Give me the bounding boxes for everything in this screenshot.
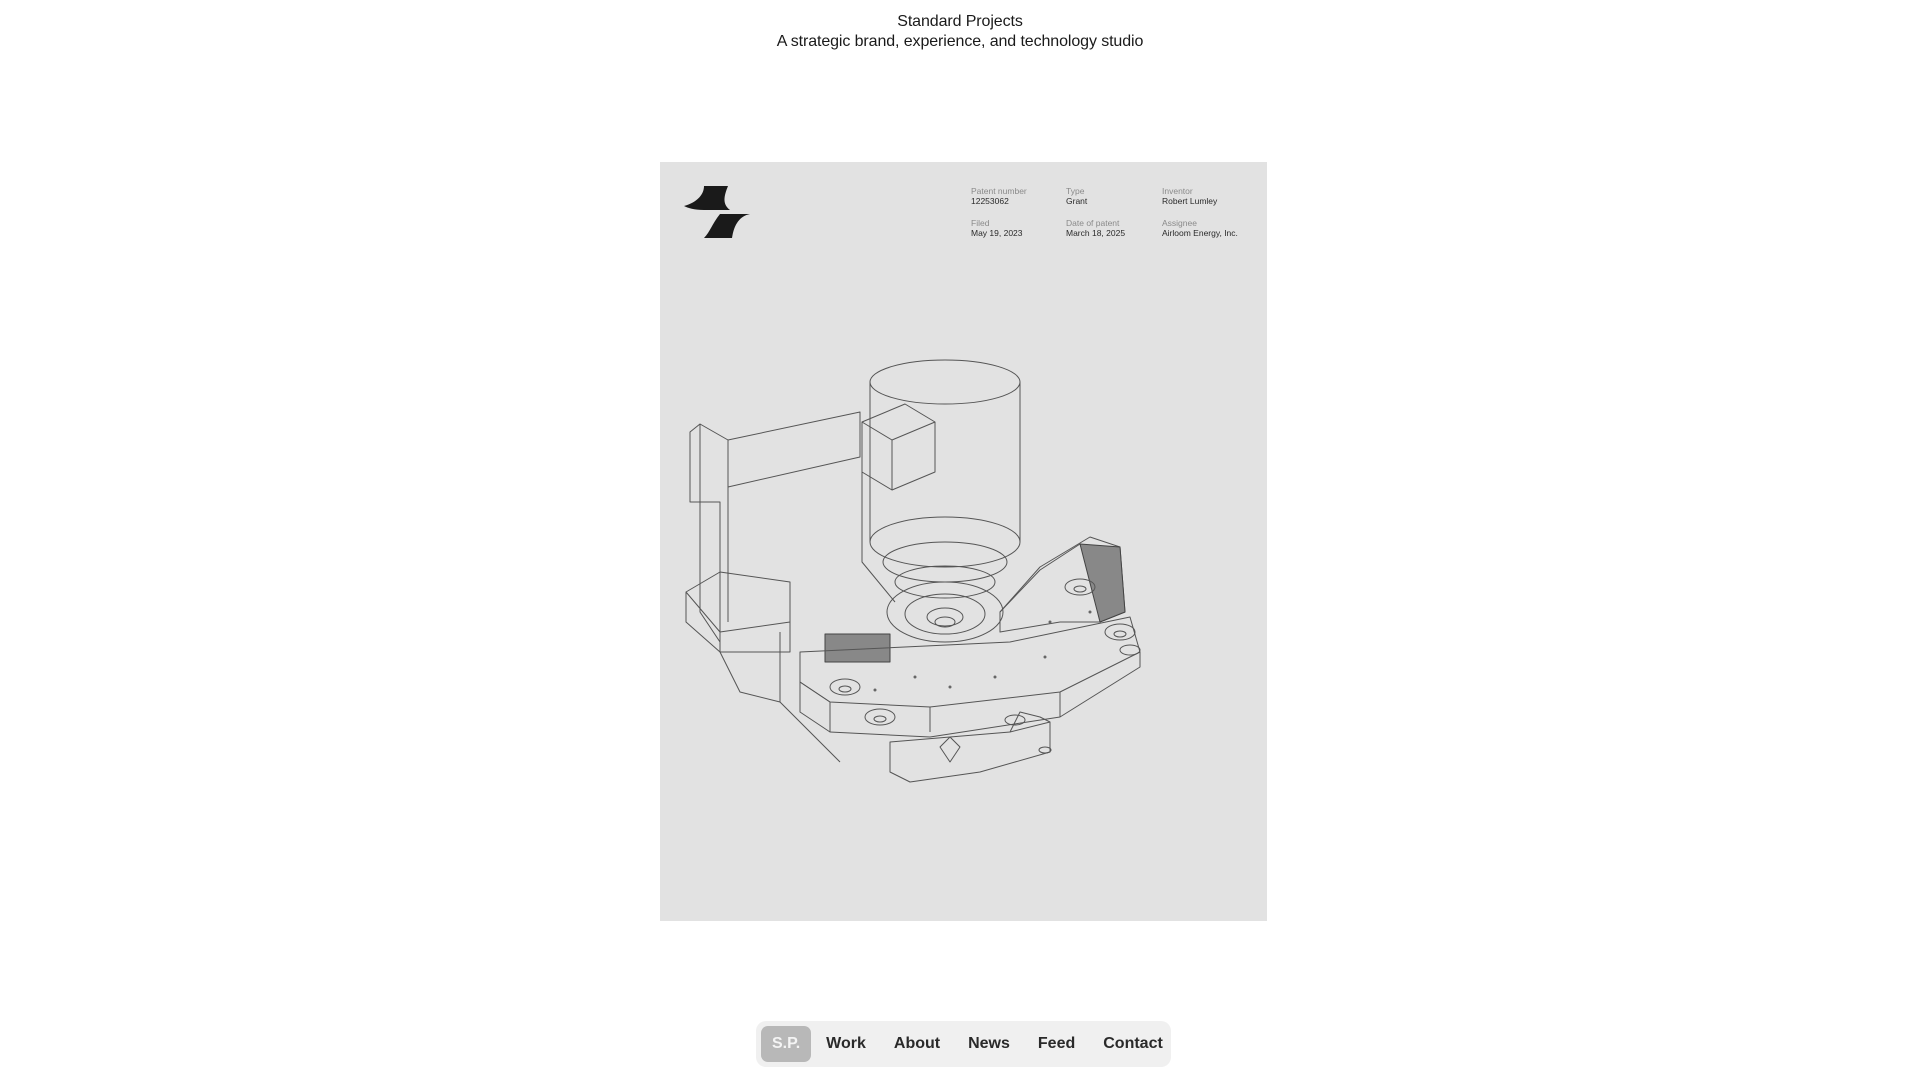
meta-filed: Filed May 19, 2023 [971, 218, 1023, 238]
meta-date-of-patent: Date of patent March 18, 2025 [1066, 218, 1126, 238]
studio-logo-icon [684, 186, 752, 238]
nav-news-link[interactable]: News [968, 1035, 1010, 1052]
nav-about-link[interactable]: About [893, 1035, 941, 1052]
meta-type: Type Grant [1066, 186, 1088, 206]
nav-contact-link[interactable]: Contact [1103, 1035, 1163, 1052]
patent-drawing-illustration [680, 322, 1240, 792]
patent-meta [971, 186, 1252, 238]
nav-feed-link[interactable]: Feed [1037, 1035, 1076, 1052]
meta-assignee: Assignee Airloom Energy, Inc. [1162, 218, 1238, 238]
nav-home-button[interactable]: S.P. [761, 1026, 811, 1062]
nav-work-link[interactable]: Work [826, 1035, 866, 1052]
site-header [0, 12, 1920, 52]
meta-inventor: Inventor Robert Lumley [1162, 186, 1218, 206]
featured-project-poster[interactable] [660, 162, 1267, 921]
site-title[interactable]: Standard Projects [897, 13, 1023, 30]
bottom-nav [756, 1021, 1171, 1067]
meta-patent-number: Patent number 12253062 [971, 186, 1027, 206]
site-tagline: A strategic brand, experience, and technology studio [776, 33, 1144, 50]
